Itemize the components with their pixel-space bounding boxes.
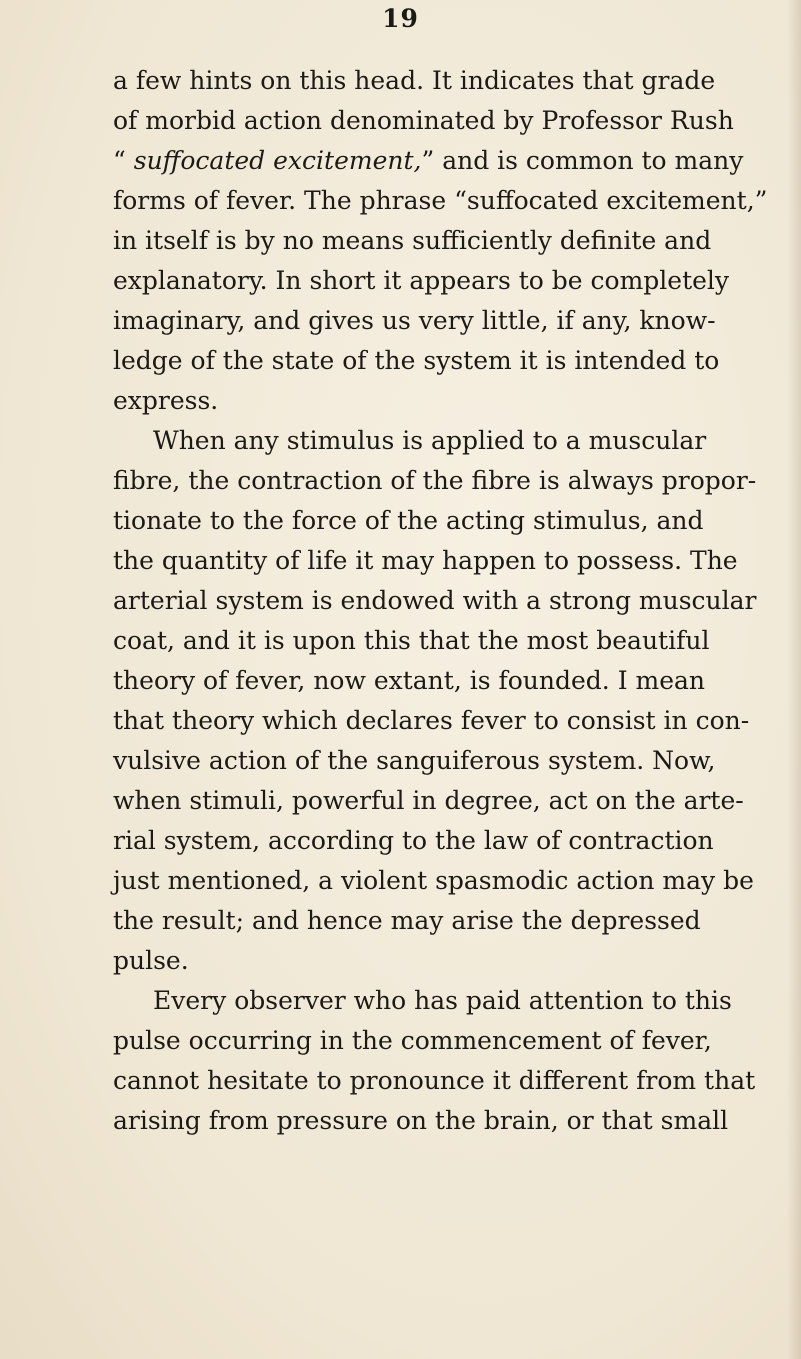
text-line: arterial system is endowed with a strong muscular xyxy=(113,586,757,615)
text-line: that theory which declares fever to consist in con- xyxy=(113,706,750,735)
text-line: a few hints on this head. It indicates that grade xyxy=(113,66,716,95)
text-line: imaginary, and gives us very little, if any, know- xyxy=(113,306,716,335)
text-line: fibre, the contraction of the fibre is always propor- xyxy=(113,466,757,495)
text-line: cannot hesitate to pronounce it different from that xyxy=(113,1066,756,1095)
open-quote: “ xyxy=(113,146,134,175)
text-line xyxy=(113,141,744,181)
text-line: pulse. xyxy=(113,946,189,975)
text-line: vulsive action of the sanguiferous system. Now, xyxy=(113,746,716,775)
text-line: When any stimulus is applied to a muscular xyxy=(153,426,707,455)
text-line: rial system, according to the law of contraction xyxy=(113,826,714,855)
text-line: the result; and hence may arise the depressed xyxy=(113,906,701,935)
text-line: arising from pressure on the brain, or that small xyxy=(113,1106,729,1135)
text-line: Every observer who has paid attention to this xyxy=(153,986,732,1015)
line-remainder: ” and is common to many xyxy=(421,146,744,175)
page-edge-shadow xyxy=(787,0,801,1359)
text-line: when stimuli, powerful in degree, act on the arte- xyxy=(113,786,744,815)
text-line: coat, and it is upon this that the most beautiful xyxy=(113,626,710,655)
text-line: pulse occurring in the commencement of fever, xyxy=(113,1026,712,1055)
text-line: express. xyxy=(113,386,219,415)
text-line: theory of fever, now extant, is founded. I mean xyxy=(113,666,706,695)
text-line: explanatory. In short it appears to be completely xyxy=(113,266,730,295)
page-number: 19 xyxy=(382,4,419,33)
text-line: forms of fever. The phrase “suffocated excitement,” xyxy=(113,186,768,215)
text-line: the quantity of life it may happen to possess. The xyxy=(113,546,738,575)
text-line: tionate to the force of the acting stimulus, and xyxy=(113,506,704,535)
text-line: ledge of the state of the system it is intended to xyxy=(113,346,720,375)
italic-phrase: suffocated excitement, xyxy=(133,146,422,175)
text-line: of morbid action denominated by Professor Rush xyxy=(113,106,734,135)
text-line: in itself is by no means sufficiently definite and xyxy=(113,226,712,255)
text-line: just mentioned, a violent spasmodic action may be xyxy=(113,866,754,895)
